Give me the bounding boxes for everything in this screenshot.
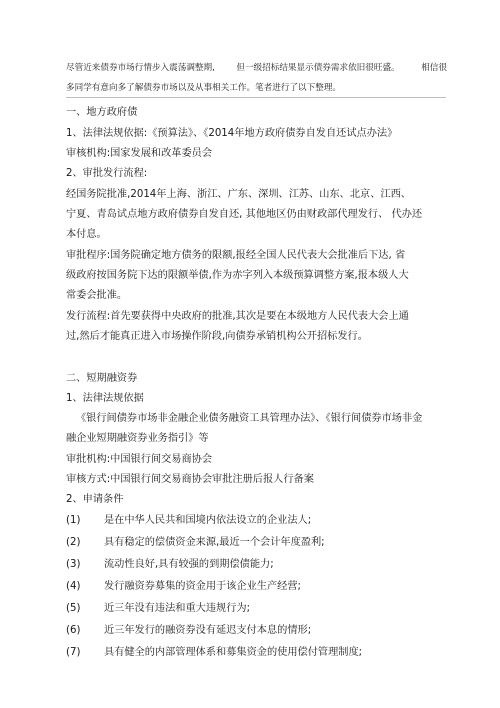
section1-para3-line2: 过,然后才能真正进入市场操作阶段,向债券承销机构公开招标发行。 <box>66 331 368 342</box>
intro-segment-1: 尽管近来债券市场行情步入震荡调整期, <box>66 63 215 73</box>
section1-para1-line1: 经国务院批准,2014年上海、浙江、广东、深圳、江苏、山东、北京、江西、 <box>66 189 411 200</box>
section1-para2-line1: 审批程序:国务院确定地方债务的限额,报经全国人民代表大会批准后下达, 省 <box>66 250 406 261</box>
condition-text: 是在中华人民共和国境内依法设立的企业法人; <box>104 515 312 526</box>
condition-number: (1) <box>66 515 81 526</box>
intro-line-1 <box>66 62 446 74</box>
section1-heading: 一、地方政府债 <box>66 107 138 118</box>
condition-number: (5) <box>66 603 81 614</box>
intro-segment-2: 但一级招标结果显示债券需求依旧很旺盛。 <box>236 63 400 73</box>
section2-law-line1: 《银行间债券市场非金融企业债务融资工具管理办法》、《银行间债券市场非金 <box>76 413 423 424</box>
section2-method: 审核方式:中国银行间交易商协会审批注册后报人行备案 <box>66 474 314 485</box>
section2-approver: 审批机构:中国银行间交易商协会 <box>66 454 213 465</box>
condition-number: (4) <box>66 581 81 592</box>
section1-para1-line3: 本付息。 <box>66 229 107 240</box>
intro-line-2: 多同学有意向多了解债券市场以及从事相关工作。笔者进行了以下整理。 <box>66 83 342 93</box>
condition-text: 流动性良好,具有较强的到期偿债能力; <box>104 559 274 570</box>
header-divider <box>66 97 446 98</box>
condition-number: (7) <box>66 647 81 658</box>
condition-text: 近三年没有违法和重大违规行为; <box>104 603 251 614</box>
section1-para1-line2: 宁夏、青岛试点地方政府债券自发自还, 其他地区仍由财政部代理发行、 代办还 <box>66 209 423 220</box>
condition-text: 具有健全的内部管理体系和募集资金的使用偿付管理制度; <box>104 647 363 658</box>
condition-text: 近三年发行的融资券没有延迟支付本息的情形; <box>104 625 312 636</box>
section1-approver: 审核机构:国家发展和改革委员会 <box>66 148 213 159</box>
section1-item2: 2、审批发行流程: <box>66 168 148 179</box>
section1-para3-line1: 发行流程:首先要获得中央政府的批准,其次是要在本级地方人民代表大会上通 <box>66 311 409 322</box>
section2-law-line2: 融企业短期融资券业务指引》等 <box>66 433 209 444</box>
intro-segment-3: 相信很 <box>421 63 447 73</box>
section2-item1: 1、法律法规依据 <box>66 393 144 404</box>
condition-number: (2) <box>66 537 81 548</box>
section2-heading: 二、短期融资券 <box>66 373 138 384</box>
condition-text: 具有稳定的偿债资金来源,最近一个会计年度盈利; <box>104 537 325 548</box>
section2-item2: 2、申请条件 <box>66 494 124 505</box>
condition-number: (6) <box>66 625 81 636</box>
condition-text: 发行融资券募集的资金用于该企业生产经营; <box>104 581 301 592</box>
section1-para2-line2: 级政府按国务院下达的限额举债,作为赤字列入本级预算调整方案,报本级人大 <box>66 270 409 281</box>
section1-para2-line3: 常委会批准。 <box>66 290 128 301</box>
section1-item1: 1、法律法规依据:《预算法》、《2014年地方政府债券自发自还试点办法》 <box>66 128 398 139</box>
condition-number: (3) <box>66 559 81 570</box>
